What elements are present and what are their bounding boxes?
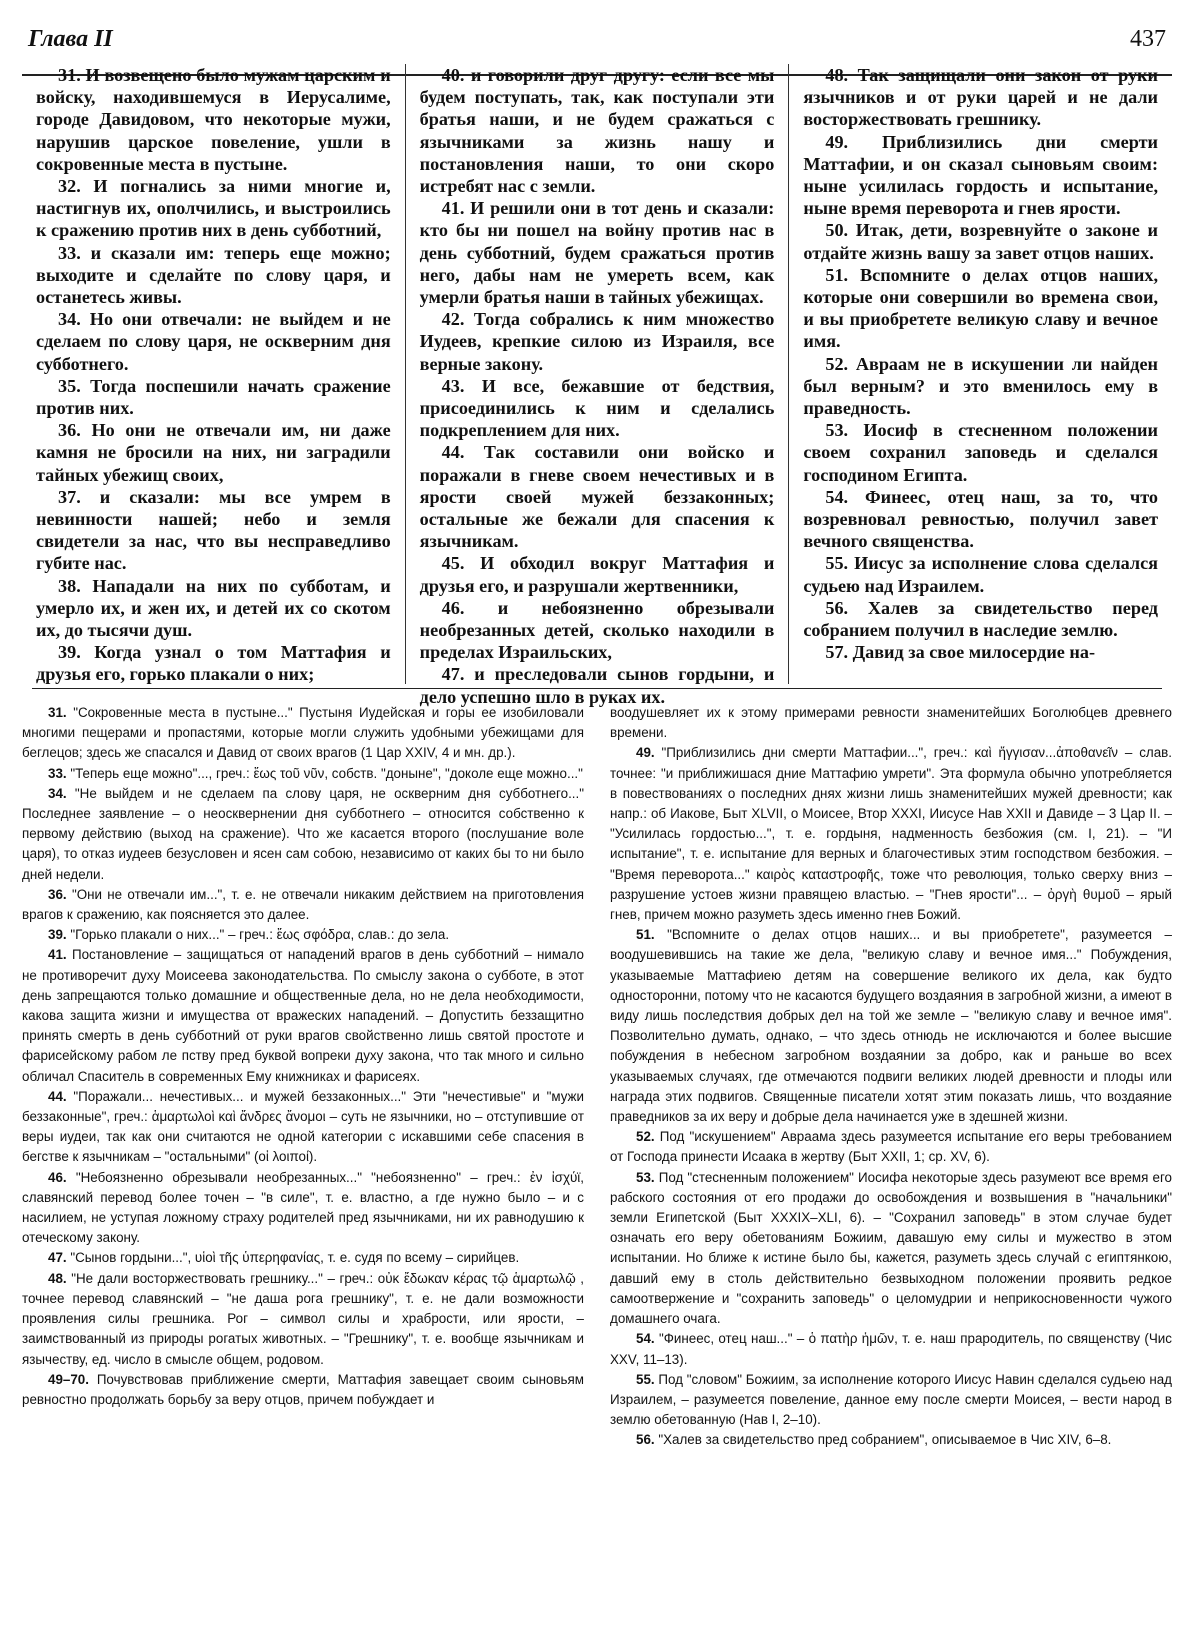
- verse-48: 48. Так защищали они закон от руки язычников и от руки царей и не дали восторжествовать грешнику.: [803, 65, 1159, 130]
- section-divider: [32, 688, 1162, 689]
- verse-38: 38. Нападали на них по субботам, и умерло их, и жен их, и детей их со скотом их, до тысячи душ.: [36, 575, 391, 641]
- note-ref: 53.: [636, 1169, 655, 1185]
- note-text: Почувствовав приближение смерти, Маттафия завещает своим сыновьям ревностно продолжать борьбу за веру отцов, причем побуждает и: [22, 1371, 584, 1407]
- scripture-text: [22, 64, 1172, 707]
- verse-55: 55. Иисус за исполнение слова сделался судьею над Израилем.: [803, 553, 1159, 596]
- note-text: "Не дали восторжествовать грешнику..." – греч.: οὐκ ἔδωκαν κέρας τῷ ἁμαρτωλῷ , точнее перевод славянский – "не даша рога грешнику", т. е. не дали возможности проявления силы грешника. Рог – символ силы и храбрости, или ярости, – заимствованный из природы рогатых животных. – "Грешнику", т. е. вообще язычникам и язычеству, ед. число в смысле общем, родовом.: [22, 1270, 584, 1367]
- note-text: Под "искушением" Авраама здесь разумеется испытание его веры требованием от Господа принести Исаака в жертву (Быт XXII, 1; ср. XV, 6).: [610, 1129, 1172, 1165]
- verse-56: 56. Халев за свидетельство перед собранием получил в наследие землю.: [803, 597, 1159, 641]
- commentary-column-1: [22, 703, 584, 1628]
- note-ref: 56.: [636, 1432, 655, 1448]
- note-text: "Сокровенные места в пустыне..." Пустыня Иудейская и горы ее изобиловали многими пещерами и пропастями, которые могли служить удобными убежищами для беглецов; здесь же спасался и Давид от своих врагов (1 Цар XXIV, 4 и мн. др.).: [22, 705, 584, 761]
- commentary-column-2: [610, 703, 1172, 1628]
- verse-40: 40. и говорили друг другу: если все мы будем поступать, так, как поступали эти братья наши, и не будем сражаться с язычниками за жизнь нашу и постановления наши, то они скоро истребят нас с земли.: [419, 65, 775, 197]
- verse-45: 45. И обходил вокруг Маттафия и друзья его, и разрушали жертвенники,: [419, 553, 775, 596]
- verse-52: 52. Авраам не в искушении ли найден был верным? и это вменилось ему в праведность.: [803, 353, 1159, 419]
- note-ref: 46.: [48, 1169, 67, 1185]
- commentary-note: [610, 1329, 1172, 1369]
- note-ref: 31.: [48, 705, 67, 720]
- verse-33: 33. и сказали им: теперь еще можно; выходите и сделайте по слову царя, и останетесь живы.: [36, 242, 391, 308]
- note-text: "Не выйдем и не сделаем па слову царя, не оскверним дня субботнего..." Последнее заявление – о неосквернении дня субботнего – относится собственно к первому действию (выход на сражение). Что же касается второго (послушание воле царя), то отказ иудеев безусловен и ясен сам собою, независимо от каких бы то ни было дней недели.: [22, 785, 584, 882]
- commentary-note: [22, 764, 584, 784]
- note-ref: 47.: [48, 1250, 67, 1266]
- verse-41: 41. И решили они в тот день и сказали: кто бы ни пошел на войну против нас в день субботний, будем сражаться против него, дабы нам не умереть всем, как умерли братья наши в тайных убежищах.: [419, 198, 775, 308]
- note-text: "Горько плакали о них..." – греч.: ἕως σφόδρα, слав.: до зела.: [70, 927, 450, 943]
- note-ref: 41.: [48, 947, 67, 963]
- page-header: [22, 20, 1172, 60]
- note-text: "Финеес, отец наш..." – ὁ πατὴρ ἡμῶν, т. е. наш прародитель, по священству (Чис XXV, 11–13).: [610, 1331, 1172, 1367]
- commentary-note: [610, 743, 1172, 925]
- verse-46: 46. и небоязненно обрезывали необрезанных детей, сколько находили в пределах Израильских,: [419, 597, 775, 663]
- note-ref: 54.: [636, 1331, 655, 1347]
- verse-53: 53. Иосиф в стесненном положении своем сохранил заповедь и сделался господином Египта.: [803, 420, 1159, 485]
- verse-34: 34. Но они отвечали: не выйдем и не сделаем по слову царя, не оскверним дня субботнего.: [36, 309, 391, 374]
- verse-35: 35. Тогда поспешили начать сражение против них.: [36, 375, 391, 419]
- note-ref: 49–70.: [48, 1371, 89, 1387]
- commentary-note: [22, 1248, 584, 1268]
- note-ref: 39.: [48, 927, 67, 943]
- note-ref: 49.: [636, 745, 655, 761]
- verse-39: 39. Когда узнал о том Маттафия и друзья его, горько плакали о них;: [36, 642, 391, 685]
- note-text: "Небоязненно обрезывали необрезанных..." "небоязненно" – греч.: ἐν ἰσχύϊ, славянский перевод более точен – "в силе", т. е. властно, а где нужно было – и с насилием, не уступая ложному страху родителей пред язычниками, ни их равнодушию к отеческому закону.: [22, 1169, 584, 1246]
- commentary-note: [22, 1168, 584, 1249]
- verse-44: 44. Так составили они войско и поражали в гневе своем нечестивых и в ярости своей мужей беззаконных; остальные же бежали для спасения к язычникам.: [419, 442, 775, 552]
- verse-42: 42. Тогда собрались к ним множество Иудеев, крепкие силою из Израиля, все верные закону.: [419, 309, 775, 374]
- note-text: "Поражали... нечестивых... и мужей беззаконных..." Эти "нечестивые" и "мужи беззаконные", греч.: ἁμαρτωλοὶ καὶ ἄνδρες ἄνομοι – суть не язычники, но – отступившие от веры иудеи, так как они считаются не одной категории с искавшими себе спасения в бегстве к язычникам – "остальными" (οἱ λοιποί).: [22, 1088, 584, 1165]
- chapter-title: Глава II: [28, 26, 113, 52]
- verse-37: 37. и сказали: мы все умрем в невинности нашей; небо и земля свидетели за нас, что вы несправедливо губите нас.: [36, 486, 391, 574]
- commentary-note: [22, 885, 584, 925]
- commentary-note: [610, 1430, 1172, 1450]
- note-text: Постановление – защищаться от нападений врагов в день субботний – нимало не противоречит духу Моисеева законодательства. По смыслу закона о субботе, в этот день запрещаются только домашние и общественные дела, но не дела необходимости, какова защита жизни и имущества от вражеских нападений. – Допустить беззащитно принять смерть в день субботний от руки врагов свойственно лишь святой простоте и фарисейскому рабом ле пству пред буквой вопреки духу закона, что так много и сильно обличал Спаситель в современных Ему книжниках и фарисеях.: [22, 947, 584, 1084]
- commentary-note: [22, 945, 584, 1086]
- verse-49: 49. Приблизились дни смерти Маттафии, и он сказал сыновьям своим: ныне усилилась гордость и испытание, ныне время переворота и гнев ярости.: [803, 131, 1159, 219]
- note-ref: 52.: [636, 1129, 655, 1145]
- note-text: "Вспомните о делах отцов наших... и вы приобретете", разумеется – воодушевившись на такие же дела, "великую славу и вечное имя..." Побуждения, указываемые Маттафиею детям на совершение великого их дела, как будто односторонни, потому что не касаются будущего воздаяния в загробной жизни, а имеют в виду лишь последствия добрых дел на той же земле – "великую славу и вечное имя". Позволительно думать, однако, – что здесь отнюдь не исключаются и более высшие побуждения в небесном загробном воздаянии за добро, как и раньше во всех указываемых случаях, где отмечаются подвиги великих людей древности и плоды или награда этих подвигов. Священные писатели хотят этим показать лишь, что воздаяние праведников за их веру и добрые дела начинается уже в здешней жизни.: [610, 927, 1172, 1125]
- verse-57: 57. Давид за свое милосердие на-: [825, 642, 1096, 663]
- scripture-column-2: [406, 64, 789, 707]
- commentary-note: [610, 1127, 1172, 1167]
- page-number: 437: [1130, 26, 1166, 52]
- note-text: Под "стесненным положением" Иосифа некоторые здесь разумеют все время его рабского состояния от его продажи до освобождения и возвышения в "начальники" земли Египетской (Быт XXXIX–XLI, 6). – "Сохранил заповедь" в этом случае будет означать его веру обетованиям Божиим, давашую ему силы и мужество в этом испытании. Но ближе к истине было бы, кажется, разуметь здесь случай с египтянкою, давший ему в столь действительно безвыходном положении проявить редкое самоотвержение и "сохранить заповедь" о целомудрии и неприкосновенности чужого домашнего очага.: [610, 1169, 1172, 1327]
- note-ref: 51.: [636, 927, 655, 943]
- note-ref: 44.: [48, 1088, 67, 1104]
- note-text: "Теперь еще можно"..., греч.: ἕως τοῦ νῦν, собств. "доныне", "доколе еще можно...": [70, 765, 583, 781]
- verse-50: 50. Итак, дети, возревнуйте о законе и отдайте жизнь вашу за завет отцов наших.: [803, 220, 1159, 263]
- verse-32: 32. И погнались за ними многие и, настигнув их, ополчились, и выстроились к сражению против них в день субботний,: [36, 176, 391, 241]
- verse-47: 47. и преследовали сынов гордыни, и дело успешно шло в руках их.: [419, 664, 775, 707]
- book-page: [22, 0, 1172, 1632]
- verse-54: 54. Финеес, отец наш, за то, что возревновал ревностью, получил завет вечного священства.: [803, 486, 1159, 552]
- scripture-column-1: [22, 64, 405, 684]
- verse-43: 43. И все, бежавшие от бедствия, присоединились к ним и сделались подкреплением для них.: [419, 375, 775, 441]
- commentary-note: [22, 1269, 584, 1370]
- note-text: "Халев за свидетельство пред собранием", описываемое в Чис XIV, 6–8.: [658, 1432, 1112, 1448]
- note-text: "Сынов гордыни...", υἱοὶ τῆς ὑπερηφανίας, т. е. судя по всему – сирийцев.: [70, 1250, 520, 1266]
- commentary-note: [610, 1168, 1172, 1330]
- verse-31: 31. И возвещено было мужам царским и войску, находившемуся в Иерусалиме, городе Давидовом, что некоторые мужи, нарушив царское повеление, ушли в сокровенные места в пустыне.: [36, 65, 391, 174]
- note-text: воодушевляет их к этому примерами ревности знаменитейших Боголюбцев древнего времени.: [610, 705, 1172, 741]
- commentary-note: [610, 925, 1172, 1127]
- note-ref: 48.: [48, 1270, 67, 1286]
- scripture-column-3: [789, 64, 1172, 684]
- note-ref: 33.: [48, 765, 67, 781]
- commentary-note: [22, 1370, 584, 1410]
- verse-51: 51. Вспомните о делах отцов наших, которые они совершили во времена свои, и вы приобретете великую славу и вечное имя.: [803, 264, 1159, 352]
- note-text: "Приблизились дни смерти Маттафии...", греч.: καὶ ἤγγισαν...ἀποθανεῖν – слав. точнее: "и приближишася дние Маттафию умрети". Эта формула обычно употребляется в повествованиях о последних днях жизни лишь знаменитейших мужей древности; как напр.: об Иакове, Быт XLVII, о Моисее, Втор XXXI, Иисусе Нав XXII и Давиде – 3 Цар II. – "Усилилась гордостью...", т. е. гордыня, надменность безбожия (см. I, 21). – "И испытание", т. е. испытание для верных и благочестивых этим господством безбожия. – "Время переворота..." καιρὸς καταστροφῆς, тоже что революция, только сверху вниз – разрушение устоев жизни правящею властью. – "Гнев ярости"... – ὀργὴ θυμοῦ – ярый гнев, причем можно разуметь здесь именно гнев Божий.: [610, 745, 1172, 923]
- verse-36: 36. Но они не отвечали им, ни даже камня не бросили на них, ни заградили тайных убежищ своих,: [36, 420, 391, 485]
- commentary-note: [610, 1370, 1172, 1431]
- commentary: [22, 703, 1172, 1628]
- commentary-note: [22, 784, 584, 885]
- commentary-note: [610, 703, 1172, 743]
- note-ref: 36.: [48, 886, 67, 902]
- commentary-note: [22, 925, 584, 945]
- note-ref: 34.: [48, 785, 67, 801]
- note-ref: 55.: [636, 1371, 655, 1387]
- commentary-note: [22, 1087, 584, 1168]
- note-text: Под "словом" Божиим, за исполнение которого Иисус Навин сделался судьею над Израилем, – разумеется повеление, данное ему после смерти Моисея, – вести народ в землю обетованную (Нав I, 2–10).: [610, 1371, 1172, 1428]
- note-text: "Они не отвечали им...", т. е. не отвечали никаким действием на приготовления врагов к сражению, как поясняется это далее.: [22, 886, 584, 923]
- commentary-note: [22, 703, 584, 764]
